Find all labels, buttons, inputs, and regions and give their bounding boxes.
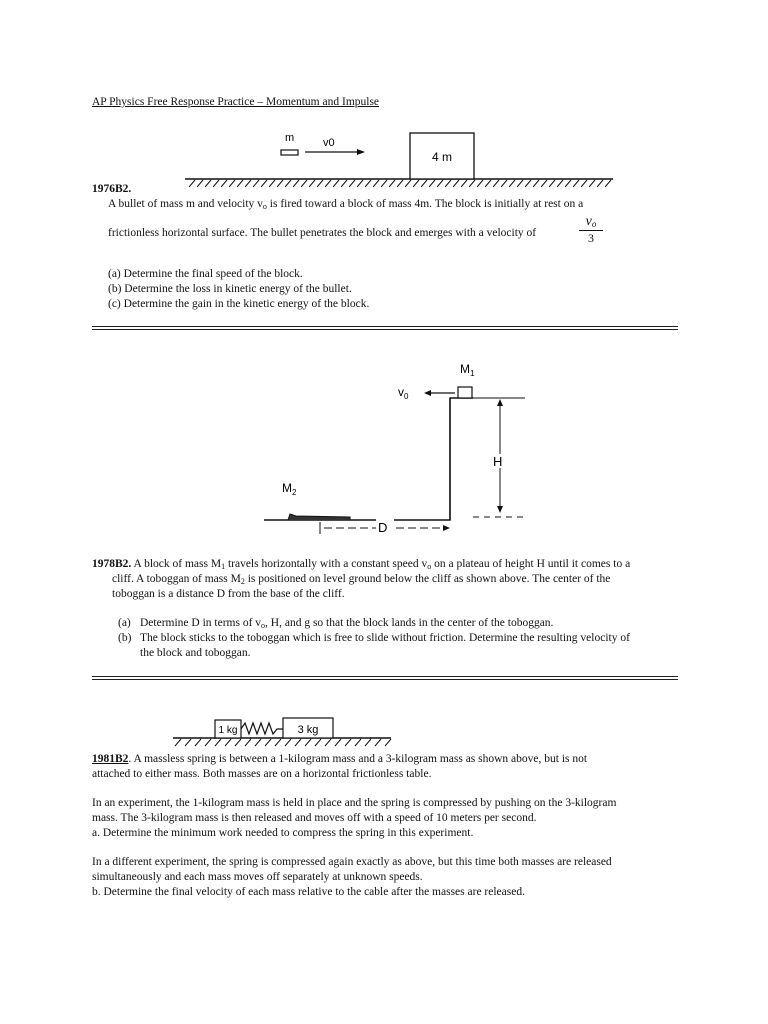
part-a: (a) Determine the final speed of the block. [108, 268, 303, 280]
part-b-cont: the block and toboggan. [140, 647, 251, 659]
cliff-toboggan-figure [260, 358, 530, 538]
fraction-v0-over-3: $v_o$ 3 [579, 214, 603, 245]
problem-text: simultaneously and each mass moves off separately at unknown speeds. [92, 871, 423, 883]
problem-text: 1981B2. A massless spring is between a 1-kilogram mass and a 3-kilogram mass as shown above, but is not [92, 753, 588, 765]
part-b: The block sticks to the toboggan which is free to slide without friction. Determine the resulting velocity of [140, 632, 630, 644]
m1-label: $M_1$ [460, 362, 475, 378]
page-title: AP Physics Free Response Practice – Momentum and Impulse [92, 96, 380, 108]
problem-id: 1976B2. [92, 183, 132, 195]
part-b: b. Determine the final velocity of each mass relative to the cable after the masses are released. [92, 886, 525, 898]
problem-text: toboggan is a distance D from the base of the cliff. [112, 588, 345, 600]
problem-text: frictionless horizontal surface. The bullet penetrates the block and emerges with a velocity of [108, 227, 537, 239]
m2-label: $M_2$ [282, 481, 297, 497]
toboggan-m2 [288, 514, 350, 520]
problem-text: A bullet of mass m and velocity $v_o$ is fired toward a block of mass 4m. The block is initially at rest on a [108, 198, 584, 211]
part-a: a. Determine the minimum work needed to compress the spring in this experiment. [92, 827, 474, 839]
v0-label: $v_0$ [398, 385, 409, 401]
part-a-label: (a) [118, 617, 131, 629]
part-b: (b) Determine the loss in kinetic energy of the bullet. [108, 283, 352, 295]
section-divider [92, 676, 678, 680]
section-divider [92, 326, 678, 330]
part-c: (c) Determine the gain in the kinetic energy of the block. [108, 298, 370, 310]
part-a: Determine D in terms of $v_o$, H, and g so that the block lands in the center of the toboggan. [140, 617, 554, 630]
bullet-block-figure [185, 122, 617, 188]
d-label: D [378, 520, 388, 535]
spring [241, 723, 283, 734]
bullet-label: m [285, 132, 295, 144]
bullet [281, 150, 298, 155]
mass-3kg-label: 3 kg [297, 724, 319, 736]
velocity-label: v0 [323, 137, 335, 149]
problem-text: In a different experiment, the spring is compressed again exactly as above, but this time both masses are released [92, 856, 612, 868]
block-m1 [458, 387, 472, 398]
cliff-outline [264, 398, 473, 520]
problem-text: attached to either mass. Both masses are on a horizontal frictionless table. [92, 768, 432, 780]
problem-id: 1981B2 [92, 753, 129, 765]
velocity-arrow [357, 149, 365, 155]
part-b-label: (b) [118, 632, 132, 644]
block-label: 4 m [431, 150, 453, 164]
problem-text: cliff. A toboggan of mass $M_2$ is positioned on level ground below the cliff as shown above. The center of the [112, 573, 611, 586]
h-label: H [493, 454, 503, 469]
problem-text: In an experiment, the 1-kilogram mass is held in place and the spring is compressed by pushing on the 3-kilogram [92, 797, 617, 809]
v0-arrow [424, 390, 431, 396]
problem-text: 1978B2. A block of mass $M_1$ travels horizontally with a constant speed $v_o$ on a plateau of height H until it comes to a [92, 558, 631, 571]
mass-1kg-label: 1 kg [218, 725, 238, 736]
problem-text: mass. The 3-kilogram mass is then released and moves off with a speed of 10 meters per second. [92, 812, 537, 824]
spring-masses-figure [165, 712, 395, 748]
problem-id: 1978B2. [92, 558, 132, 570]
